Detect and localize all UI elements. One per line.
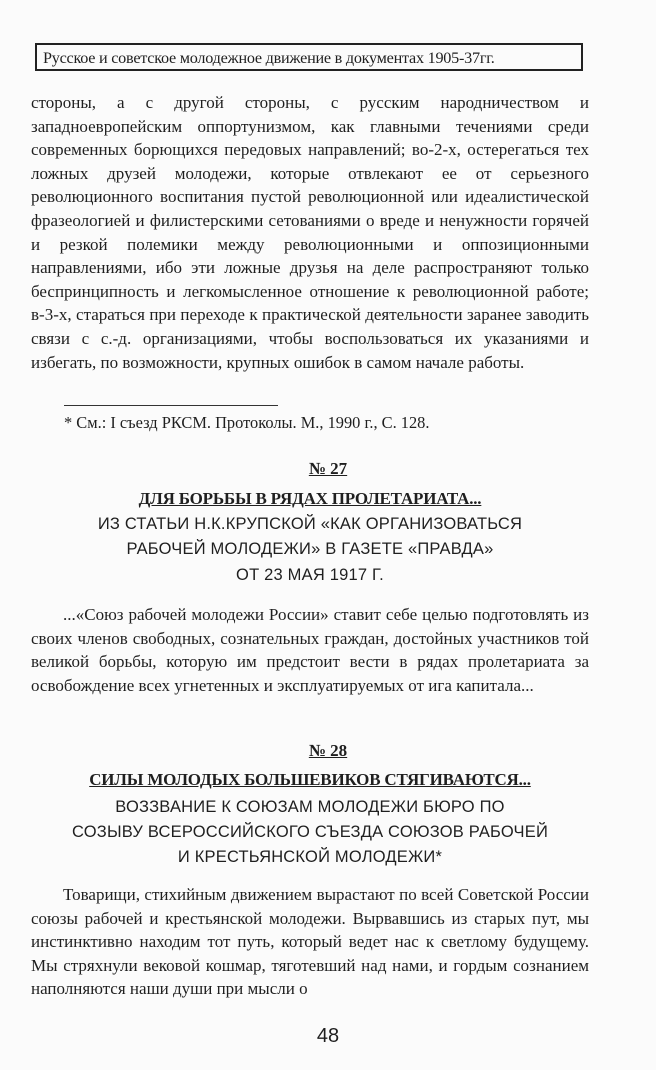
document-28-subheading-line-3: И КРЕСТЬЯНСКОЙ МОЛОДЕЖИ* (177, 848, 443, 866)
running-header: Русское и советское молодежное движение в документах 1905-37гг. (35, 43, 583, 71)
document-number-27: № 27 (308, 459, 348, 478)
document-27-headline: ДЛЯ БОРЬБЫ В РЯДАХ ПРОЛЕТАРИАТА... (138, 489, 482, 508)
document-27-subheading-line-3: ОТ 23 МАЯ 1917 Г. (236, 566, 384, 584)
document-28-subheading-line-1: ВОЗЗВАНИЕ К СОЮЗАМ МОЛОДЕЖИ БЮРО ПО (115, 798, 505, 816)
document-28-paragraph: Товарищи, стихийным движением вырастают по всей Советской России союзы рабочей и крестьянской молодежи. Вырвавшись из старых пут, мы инстинктивно находим тот путь, который ведет нас к светлому будущему. Мы стряхнули вековой кошмар, тяготевший над нами, и гордым сознанием наполняются наши души при мысли о (31, 885, 589, 999)
footnote-divider (64, 405, 278, 406)
document-27-body (31, 603, 589, 697)
footnote: * См.: I съезд РКСМ. Протоколы. М., 1990 г., С. 128. (64, 413, 430, 432)
document-number-28: № 28 (308, 741, 348, 760)
document-27-paragraph: ...«Союз рабочей молодежи России» ставит себе целью подготовлять из своих членов свободных, сознательных граждан, достойных участников той великой борьбы, которую им предстоит вести в рядах пролетариата за освобождение всех угнетенных и эксплуатируемых от ига капитала... (31, 605, 589, 695)
page-number: 48 (316, 1025, 340, 1047)
document-28-headline: СИЛЫ МОЛОДЫХ БОЛЬШЕВИКОВ СТЯГИВАЮТСЯ... (89, 770, 531, 789)
intro-section (31, 91, 589, 374)
document-27-subheading-line-2: РАБОЧЕЙ МОЛОДЕЖИ» В ГАЗЕТЕ «ПРАВДА» (126, 540, 494, 558)
document-28-subheading-line-2: СОЗЫВУ ВСЕРОССИЙСКОГО СЪЕЗДА СОЮЗОВ РАБОЧЕЙ (71, 823, 549, 841)
intro-paragraph: стороны, а с другой стороны, с русским народничеством и западноевропейским оппортунизмом, как главными течениями среди современных борющихся передовых направлений; во-2-х, остерегаться тех ложных друзей молодежи, которые отвлекают ее от серьезного революционного воспитания пустой революционной или идеалистической фразеологией и филистерскими сетованиями о вреде и ненужности горячей и резкой полемики между революционными и оппозиционными направлениями, ибо эти ложные друзья на деле распространяют только беспринципность и легкомысленное отношение к революционной работе; в-3-х, стараться при переходе к практической деятельности заранее заводить связи с с.-д. организациями, чтобы воспользоваться их указаниями и избегать, по возможности, крупных ошибок в самом начале работы. (31, 93, 589, 372)
document-27-subheading-line-1: ИЗ СТАТЬИ Н.К.КРУПСКОЙ «КАК ОРГАНИЗОВАТЬСЯ (97, 515, 523, 533)
document-28-body (31, 883, 589, 1001)
